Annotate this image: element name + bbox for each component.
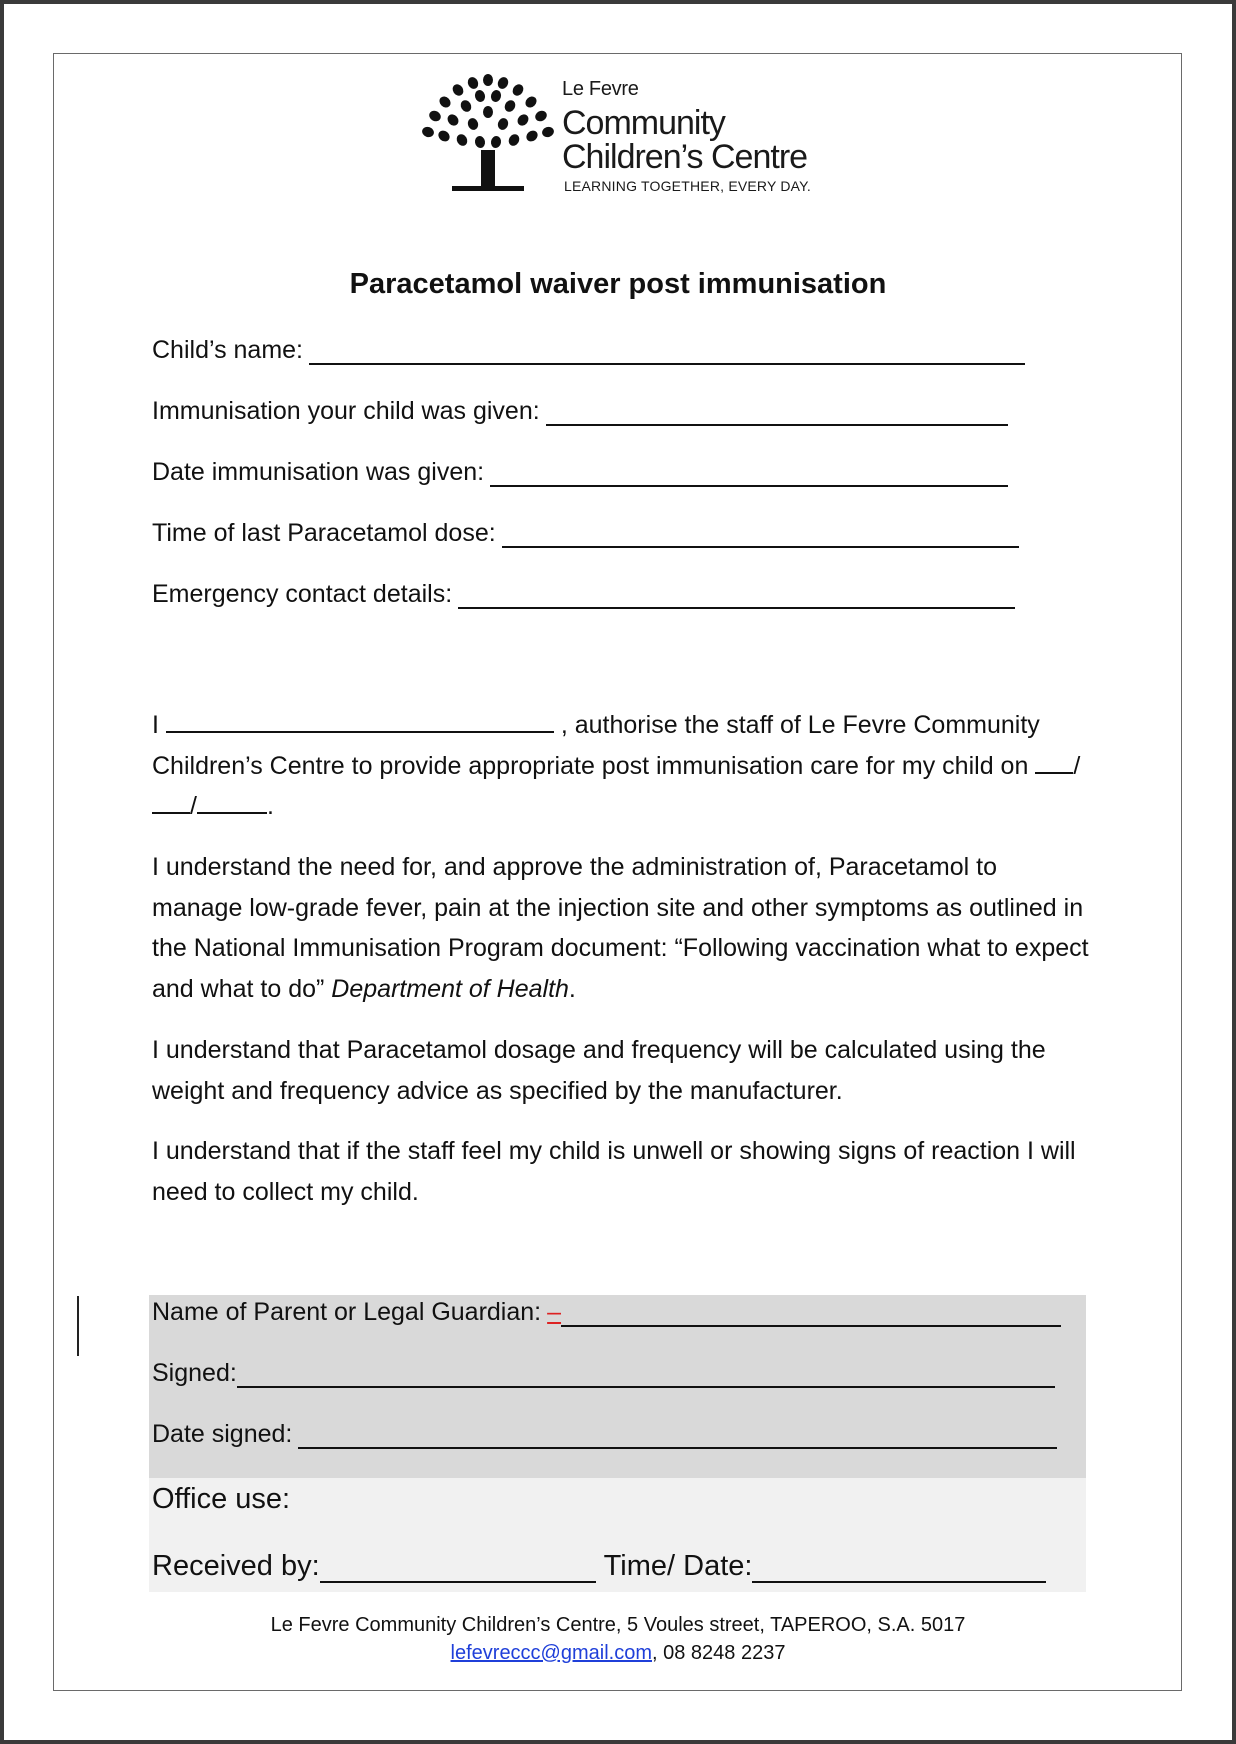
understanding-paragraph-2: I understand that Paracetamol dosage and frequency will be calculated using the weight and frequency advice as specified by the manufacturer. [152, 1036, 1046, 1105]
understanding-paragraph-3: I understand that if the staff feel my child is unwell or showing signs of reaction I will need to collect my child. [152, 1137, 1076, 1206]
authorisation-paragraph [152, 705, 1092, 827]
received-label: Received by: [152, 1550, 320, 1582]
logo-line-2: Children’s Centre [562, 138, 808, 176]
logo-line-1: Community [562, 104, 725, 142]
footer-phone: , 08 8248 2237 [652, 1642, 786, 1664]
emergency-label: Emergency contact details: [152, 580, 453, 608]
logo-small-text: Le Fevre [562, 78, 639, 100]
authorise-year-line[interactable] [197, 792, 267, 814]
office-use-heading: Office use: [152, 1483, 291, 1515]
date-signed-line[interactable] [298, 1425, 1057, 1449]
paragraph-1-italic: Department of Health [331, 974, 569, 1003]
paragraph-1-text: I understand the need for, and approve the administration of, Paracetamol to manage low-grade fever, pain at the injection site and other symptoms as outlined in the National Immunisation Program document: “Following vaccination what to expect and what to do” [152, 853, 1089, 1003]
signed-line[interactable] [237, 1364, 1055, 1388]
text-cursor [77, 1296, 79, 1356]
emergency-field[interactable] [152, 580, 1015, 609]
date-signed-label: Date signed: [152, 1420, 293, 1448]
parent-name-line[interactable] [561, 1303, 1061, 1327]
paragraph-1-end: . [568, 974, 576, 1003]
authorise-prefix: I [152, 711, 159, 739]
received-row[interactable] [152, 1550, 1046, 1583]
centre-logo [418, 74, 818, 198]
logo-tagline: LEARNING TOGETHER, EVERY DAY. [564, 178, 811, 194]
signed-field[interactable] [152, 1359, 1055, 1388]
date-separator-2: / [190, 792, 197, 820]
last-dose-field[interactable] [152, 519, 1019, 548]
page-title: Paracetamol waiver post immunisation [349, 268, 887, 300]
authorise-end: . [266, 792, 274, 820]
date-given-line[interactable] [490, 463, 1008, 487]
date-signed-field[interactable] [152, 1420, 1057, 1449]
date-separator-1: / [1073, 751, 1081, 780]
date-given-field[interactable] [152, 458, 1008, 487]
tree-icon [418, 74, 558, 198]
authorise-name-line[interactable] [166, 711, 554, 733]
immunisation-label: Immunisation your child was given: [152, 397, 540, 425]
child-name-label: Child’s name: [152, 336, 304, 364]
parent-name-field[interactable] [152, 1298, 1061, 1327]
date-given-label: Date immunisation was given: [152, 458, 485, 486]
immunisation-line[interactable] [546, 402, 1008, 426]
child-name-field[interactable] [152, 336, 1025, 365]
parent-name-label: Name of Parent or Legal Guardian: [152, 1298, 542, 1326]
authorise-month-line[interactable] [152, 792, 190, 814]
footer-address: Le Fevre Community Children’s Centre, 5 Voules street, TAPEROO, S.A. 5017 [270, 1614, 966, 1636]
received-line[interactable] [320, 1557, 596, 1583]
footer-contact [0, 1640, 1236, 1667]
understanding-paragraph-1 [152, 847, 1092, 1009]
authorise-text: , authorise the staff of Le Fevre Community Children’s Centre to provide appropriate post immunisation care for my child on [152, 711, 1040, 780]
emergency-line[interactable] [458, 585, 1015, 609]
footer-email-link[interactable]: lefevreccc@gmail.com [450, 1642, 652, 1664]
last-dose-line[interactable] [502, 524, 1019, 548]
signed-label: Signed: [152, 1359, 237, 1387]
child-name-line[interactable] [309, 341, 1025, 365]
immunisation-field[interactable] [152, 397, 1008, 426]
last-dose-label: Time of last Paracetamol dose: [152, 519, 496, 547]
tracked-change-mark: – [547, 1298, 562, 1326]
time-date-line[interactable] [752, 1557, 1046, 1583]
authorise-day-line[interactable] [1035, 752, 1073, 774]
time-date-label: Time/ Date: [603, 1550, 753, 1582]
